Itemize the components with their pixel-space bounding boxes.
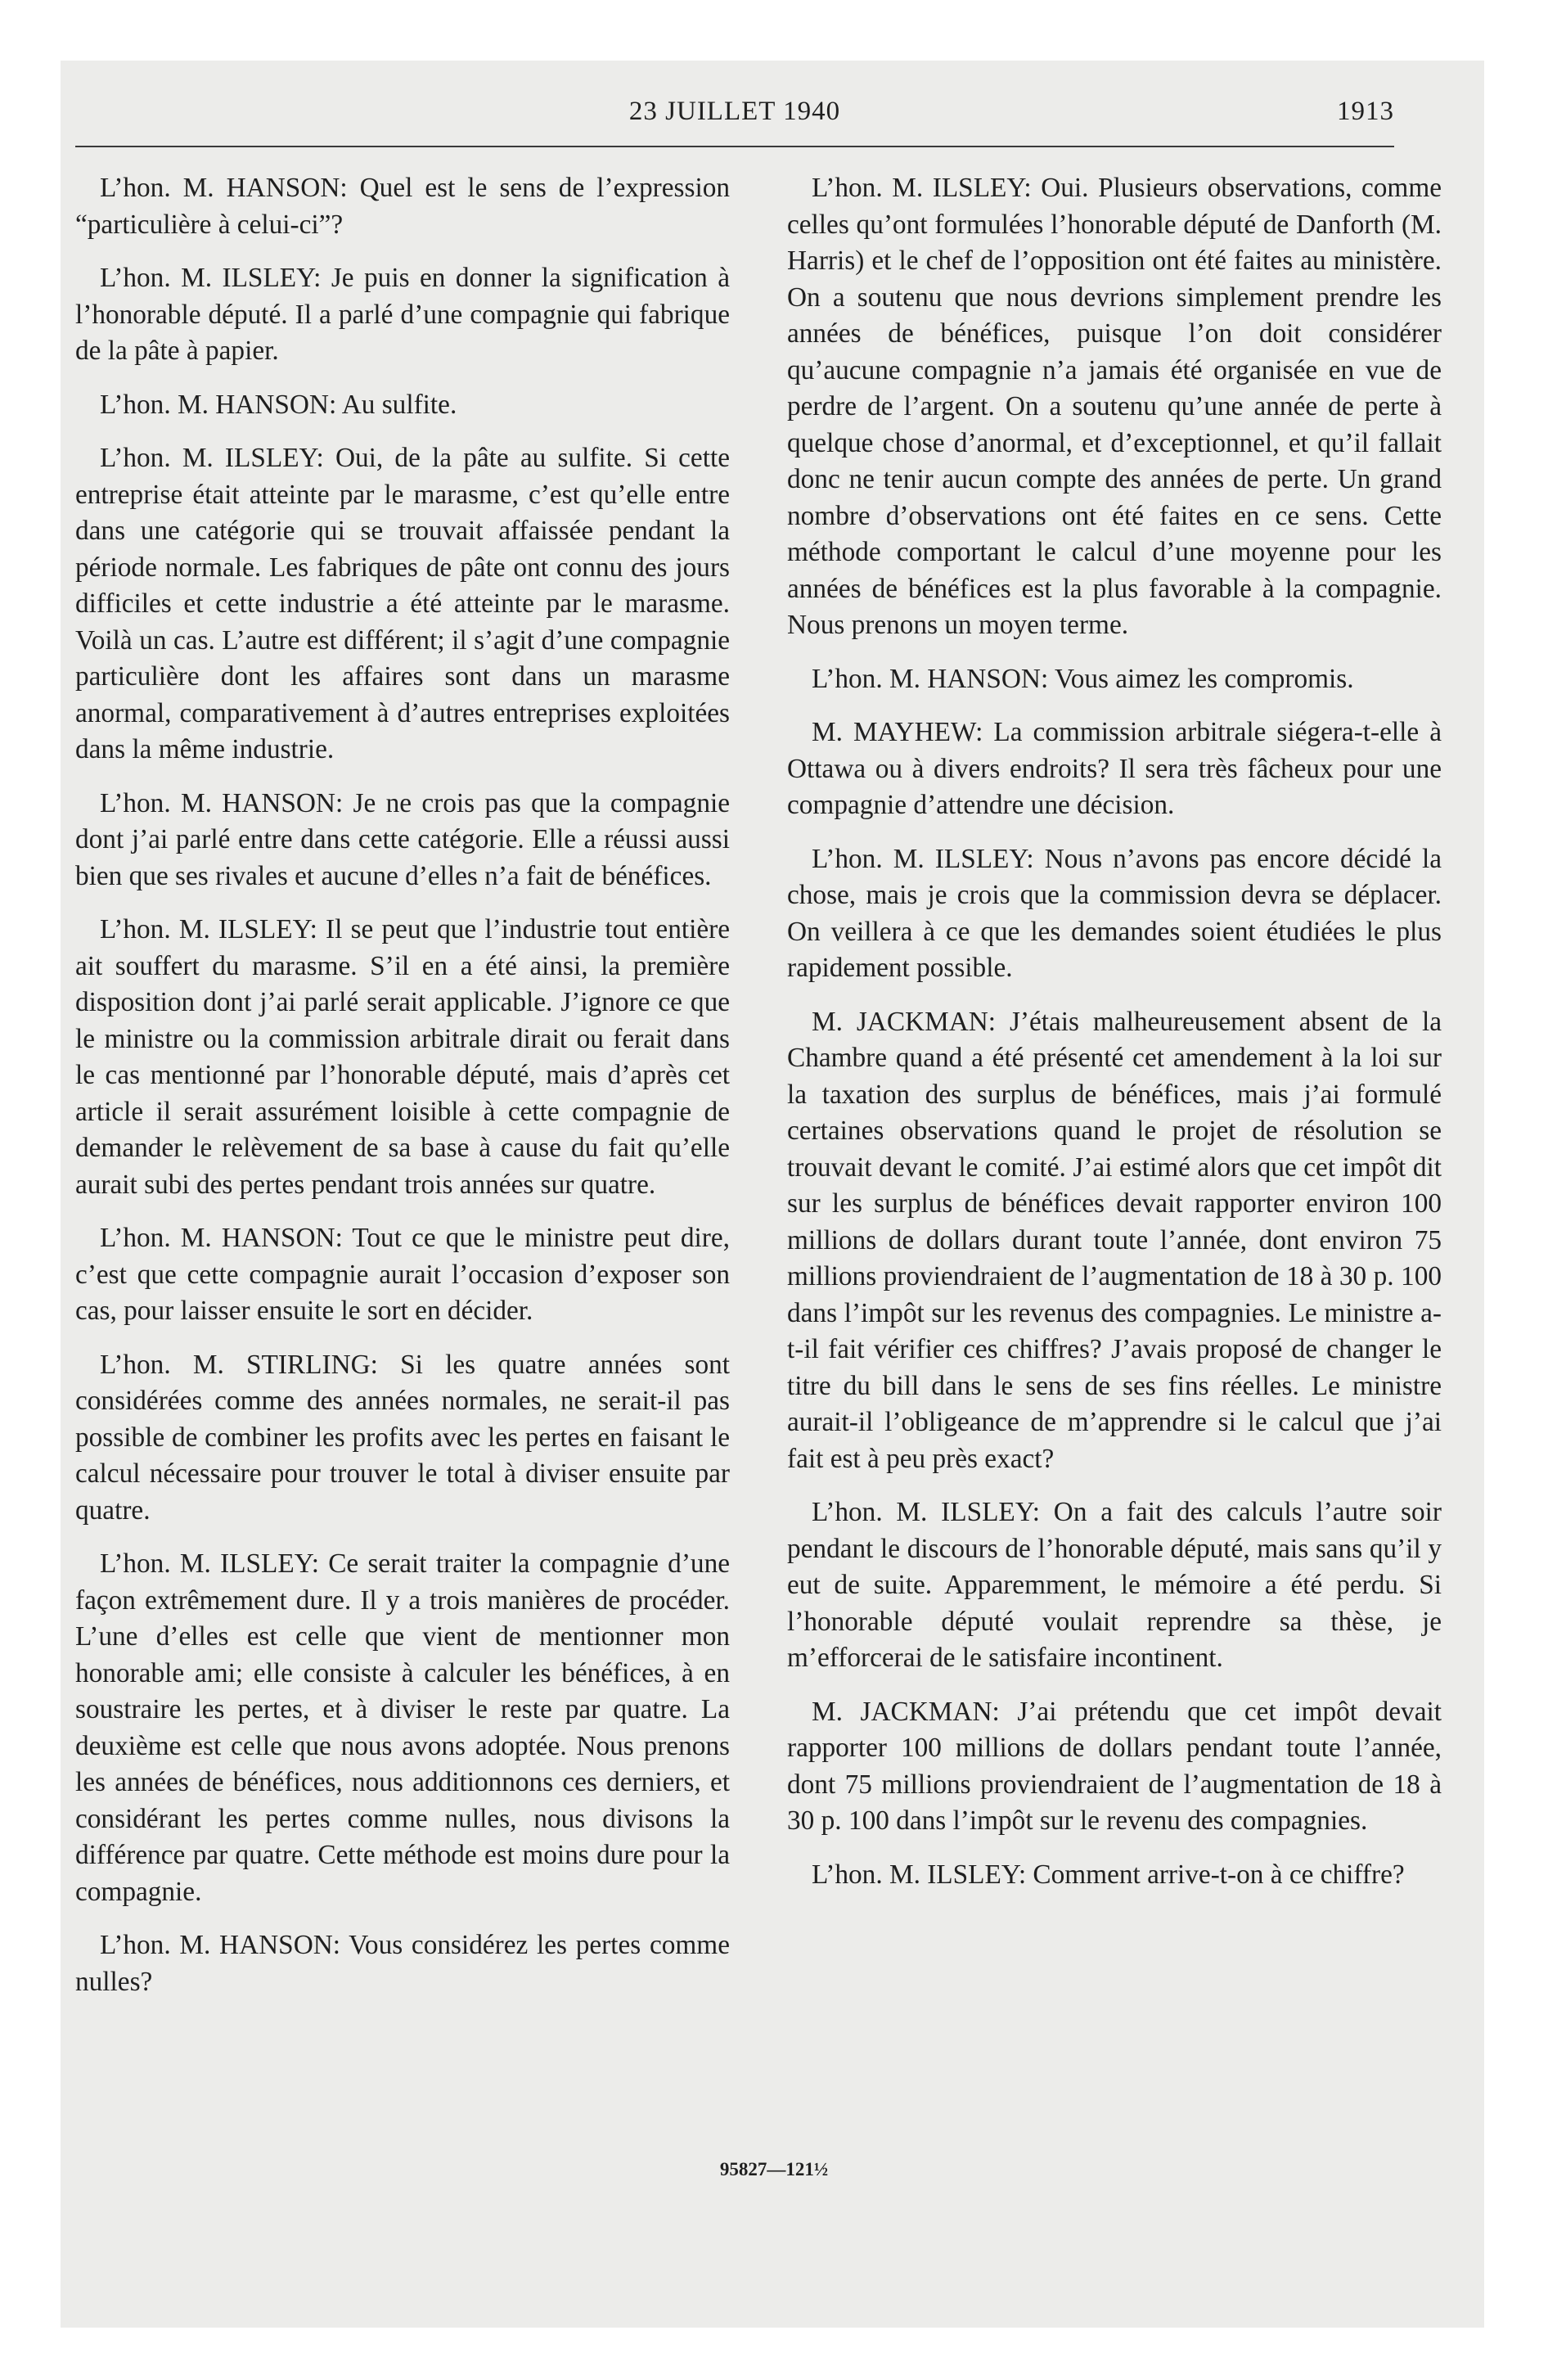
paragraph: M. JACKMAN: J’étais malheureusement absent de la Chambre quand a été présenté cet amendement à la loi sur la taxation des surplus de bénéfices, mais j’ai formulé certaines observations quand le projet de résolution se trouvait devant le comité. J’ai estimé alors que cet impôt dit sur les surplus de bénéfices devait rapporter environ 100 millions de dollars durant toute l’année, dont environ 75 millions proviendraient de l’augmentation de 18 à 30 p. 100 dans l’impôt sur les revenus des compagnies. Le ministre a-t-il fait vérifier ces chiffres? J’avais proposé de changer le titre du bill dans le sens de ses fins réelles. Le ministre aurait-il l’obligeance de m’apprendre si le calcul que j’ai fait est à peu près exact?	[787, 1006, 1442, 1474]
paragraph: L’hon. M. HANSON: Quel est le sens de l’expression “particulière à celui-ci”?	[75, 173, 730, 240]
paragraph: M. MAYHEW: La commission arbitrale siégera-t-elle à Ottawa ou à divers endroits? Il sera très fâcheux pour une compagnie d’attendre une décision.	[787, 717, 1442, 820]
paragraph: L’hon. M. ILSLEY: Il se peut que l’industrie tout entière ait souffert du marasme. S’il en a été ainsi, la première disposition dont j’ai parlé serait applicable. J’ignore ce que le ministre ou la commission arbitrale dirait ou ferait dans le cas mentionné par l’honorable député, mais d’après cet article il serait assurément loisible à cette compagnie de demander le relèvement de sa base à cause du fait qu’elle aurait subi des pertes pendant trois années sur quatre.	[75, 914, 730, 1200]
page-number: 1913	[1337, 97, 1394, 126]
paragraph: M. JACKMAN: J’ai prétendu que cet impôt devait rapporter 100 millions de dollars pendant toute l’année, dont 75 millions proviendraient de l’augmentation de 18 à 30 p. 100 dans l’impôt sur le revenu des compagnies.	[787, 1696, 1442, 1836]
paragraph: L’hon. M. ILSLEY: Je puis en donner la signification à l’honorable député. Il a parlé d’une compagnie qui fabrique de la pâte à papier.	[75, 263, 730, 366]
paragraph: L’hon. M. HANSON: Tout ce que le ministre peut dire, c’est que cette compagnie aurait l’occasion d’exposer son cas, pour laisser ensuite le sort en décider.	[75, 1223, 730, 1326]
paragraph: L’hon. M. STIRLING: Si les quatre années sont considérées comme des années normales, ne serait-il pas possible de combiner les profits avec les pertes en faisant le calcul nécessaire pour trouver le total à diviser ensuite par quatre.	[75, 1349, 730, 1526]
paragraph: L’hon. M. HANSON: Je ne crois pas que la compagnie dont j’ai parlé entre dans cette catégorie. Elle a réussi aussi bien que ses rivales et aucune d’elles n’a fait de bénéfices.	[75, 787, 730, 891]
left-column	[75, 170, 730, 2017]
paragraph: L’hon. M. ILSLEY: On a fait des calculs l’autre soir pendant le discours de l’honorable député, mais sans qu’il y eut de suite. Apparemment, le mémoire a été perdu. Si l’honorable député voulait reprendre sa thèse, je m’efforcerai de le satisfaire incontinent.	[787, 1497, 1442, 1673]
paragraph: L’hon. M. ILSLEY: Nous n’avons pas encore décidé la chose, mais je crois que la commission devra se déplacer. On veillera à ce que les demandes soient étudiées le plus rapidement possible.	[787, 843, 1442, 983]
page-header	[75, 97, 1394, 147]
paragraph: L’hon. M. HANSON: Au sulfite.	[100, 389, 457, 420]
paragraph: L’hon. M. HANSON: Vous aimez les compromis.	[812, 663, 1354, 694]
print-code: 95827—121½	[719, 2159, 829, 2179]
right-column	[787, 170, 1442, 1910]
paragraph: L’hon. M. ILSLEY: Comment arrive-t-on à ce chiffre?	[812, 1859, 1405, 1890]
paragraph: L’hon. M. ILSLEY: Oui. Plusieurs observations, comme celles qu’ont formulées l’honorable député de Danforth (M. Harris) et le chef de l’opposition ont été faites au ministère. On a soutenu que nous devrions simplement prendre les années de bénéfices, puisque l’on doit considérer qu’aucune compagnie n’a jamais été organisée en vue de perdre de l’argent. On a soutenu qu’une année de perte à quelque chose d’anormal, et d’exceptionnel, et qu’il fallait donc ne tenir aucun compte des années de perte. Un grand nombre d’observations ont été faites en ce sens. Cette méthode comportant le calcul d’une moyenne pour les années de bénéfices est la plus favorable à la compagnie. Nous prenons un moyen terme.	[787, 173, 1442, 640]
paragraph: L’hon. M. ILSLEY: Oui, de la pâte au sulfite. Si cette entreprise était atteinte par le marasme, c’est qu’elle entre dans une catégorie qui se trouvait affaissée pendant la période normale. Les fabriques de pâte ont connu des jours difficiles et cette industrie a été atteinte par le marasme. Voilà un cas. L’autre est différent; il s’agit d’une compagnie particulière dont les affaires sont dans un marasme anormal, comparativement à d’autres entreprises exploitées dans la même industrie.	[75, 443, 730, 764]
header-rule	[75, 146, 1394, 147]
paragraph: L’hon. M. ILSLEY: Ce serait traiter la compagnie d’une façon extrêmement dure. Il y a trois manières de procéder. L’une d’elles est celle que vient de mentionner mon honorable ami; elle consiste à calculer les bénéfices, à en soustraire les pertes, et à diviser le reste par quatre. La deuxième est celle que nous avons adoptée. Nous prenons les années de bénéfices, nous additionnons ces derniers, et considérant les pertes comme nulles, nous divisons la différence par quatre. Cette méthode est moins dure pour la compagnie.	[75, 1548, 730, 1907]
paragraph: L’hon. M. HANSON: Vous considérez les pertes comme nulles?	[75, 1930, 730, 1997]
header-date: 23 JUILLET 1940	[628, 97, 841, 126]
